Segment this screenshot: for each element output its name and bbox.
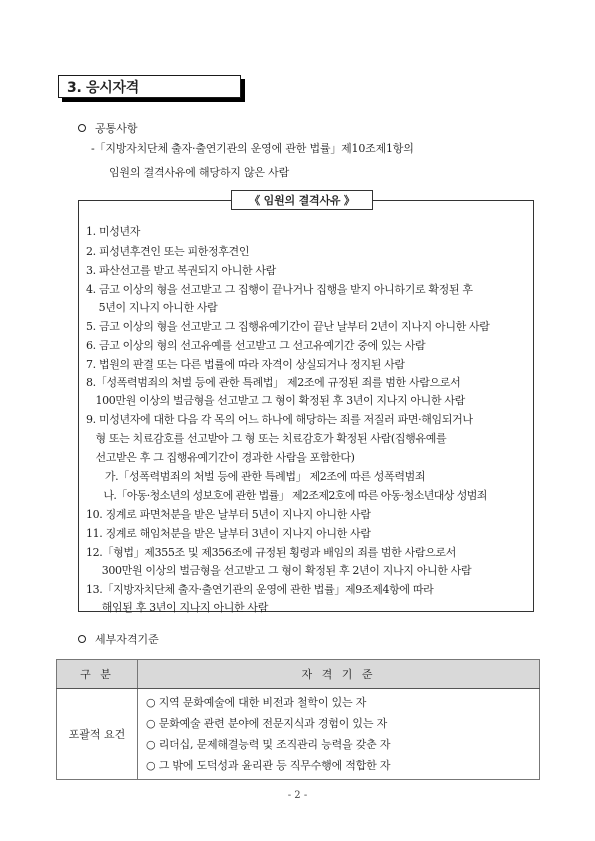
criteria-item: ○ 그 밖에 도덕성과 윤리관 등 직무수행에 적합한 자 bbox=[146, 759, 391, 772]
detail-heading bbox=[78, 631, 159, 647]
list-item: 2. 피성년후견인 또는 피한정후견인 bbox=[86, 245, 250, 258]
list-item: 가.「성폭력범죄의 처벌 등에 관한 특례법」 제2조에 따른 성폭력범죄 bbox=[86, 470, 426, 483]
list-item: 8.「성폭력범죄의 처벌 등에 관한 특례법」 제2조에 규정된 죄를 범한 사람으로서 bbox=[86, 376, 461, 389]
list-item: 13.「지방자치단체 출자·출연기관의 운영에 관한 법률」제9조제4항에 따라 bbox=[86, 583, 434, 596]
common-line-2: 임원의 결격사유에 해당하지 않은 사람 bbox=[109, 166, 290, 179]
circle-bullet-icon bbox=[78, 124, 86, 132]
list-item: 해임된 후 3년이 지나지 아니한 사람 bbox=[86, 601, 268, 614]
criteria-cell bbox=[138, 689, 540, 780]
table-row bbox=[57, 689, 540, 780]
list-item: 6. 금고 이상의 형의 선고유예를 선고받고 그 선고유예기간 중에 있는 사람 bbox=[86, 339, 426, 352]
disqualification-title: 《 임원의 결격사유 》 bbox=[231, 190, 373, 210]
list-item: 1. 미성년자 bbox=[86, 225, 141, 238]
header-category: 구 분 bbox=[57, 660, 138, 689]
criteria-item: ○ 지역 문화예술에 대한 비전과 철학이 있는 자 bbox=[146, 696, 367, 709]
header-criteria: 자 격 기 준 bbox=[138, 660, 540, 689]
list-item: 12.「형법」제355조 및 제356조에 규정된 횡령과 배임의 죄를 범한 사람으로서 bbox=[86, 546, 456, 559]
list-item: 10. 징계로 파면처분을 받은 날부터 5년이 지나지 아니한 사람 bbox=[86, 508, 371, 521]
criteria-item: ○ 리더십, 문제해결능력 및 조직관리 능력을 갖춘 자 bbox=[146, 738, 391, 751]
list-item: 7. 법원의 판결 또는 다른 법률에 따라 자격이 상실되거나 정지된 사람 bbox=[86, 358, 405, 371]
list-item: 100만원 이상의 벌금형을 선고받고 그 형이 확정된 후 3년이 지나지 아니한 사람 bbox=[86, 394, 465, 407]
list-item: 11. 징계로 해임처분을 받은 날부터 3년이 지나지 아니한 사람 bbox=[86, 527, 371, 540]
criteria-item: ○ 문화예술 관련 분야에 전문지식과 경험이 있는 자 bbox=[146, 717, 387, 730]
category-cell: 포괄적 요건 bbox=[57, 689, 138, 780]
list-item: 5. 금고 이상의 형을 선고받고 그 집행유예기간이 끝난 날부터 2년이 지나지 아니한 사람 bbox=[86, 320, 490, 333]
common-heading bbox=[78, 120, 138, 136]
list-item: 9. 미성년자에 대한 다음 각 목의 어느 하나에 해당하는 죄를 저질러 파면·해임되거나 bbox=[86, 413, 473, 426]
circle-bullet-icon bbox=[78, 635, 86, 643]
section-title: 3. 응시자격 bbox=[58, 75, 241, 98]
criteria-table bbox=[56, 659, 540, 780]
common-line-1: -「지방자치단체 출자·출연기관의 운영에 관한 법률」제10조제1항의 bbox=[91, 142, 414, 155]
list-item: 3. 파산선고를 받고 복권되지 아니한 사람 bbox=[86, 264, 276, 277]
list-item: 나.「아동·청소년의 성보호에 관한 법률」 제2조제2호에 따른 아동·청소년대상 성범죄 bbox=[86, 489, 487, 502]
list-item: 300만원 이상의 벌금형을 선고받고 그 형이 확정된 후 2년이 지나지 아니한 사람 bbox=[86, 564, 472, 577]
common-heading-label: 공통사항 bbox=[95, 122, 138, 135]
list-item: 선고받은 후 그 집행유예기간이 경과한 사람을 포함한다) bbox=[86, 451, 355, 464]
list-item: 4. 금고 이상의 형을 선고받고 그 집행이 끝나거나 집행을 받지 아니하기로 확정된 후 bbox=[86, 283, 473, 296]
detail-heading-label: 세부자격기준 bbox=[95, 633, 159, 646]
table-header-row bbox=[57, 660, 540, 689]
page-number: - 2 - bbox=[287, 790, 308, 801]
list-item: 5년이 지나지 아니한 사람 bbox=[86, 301, 218, 314]
list-item: 형 또는 치료감호를 선고받아 그 형 또는 치료감호가 확정된 사람(집행유예를 bbox=[86, 432, 447, 445]
